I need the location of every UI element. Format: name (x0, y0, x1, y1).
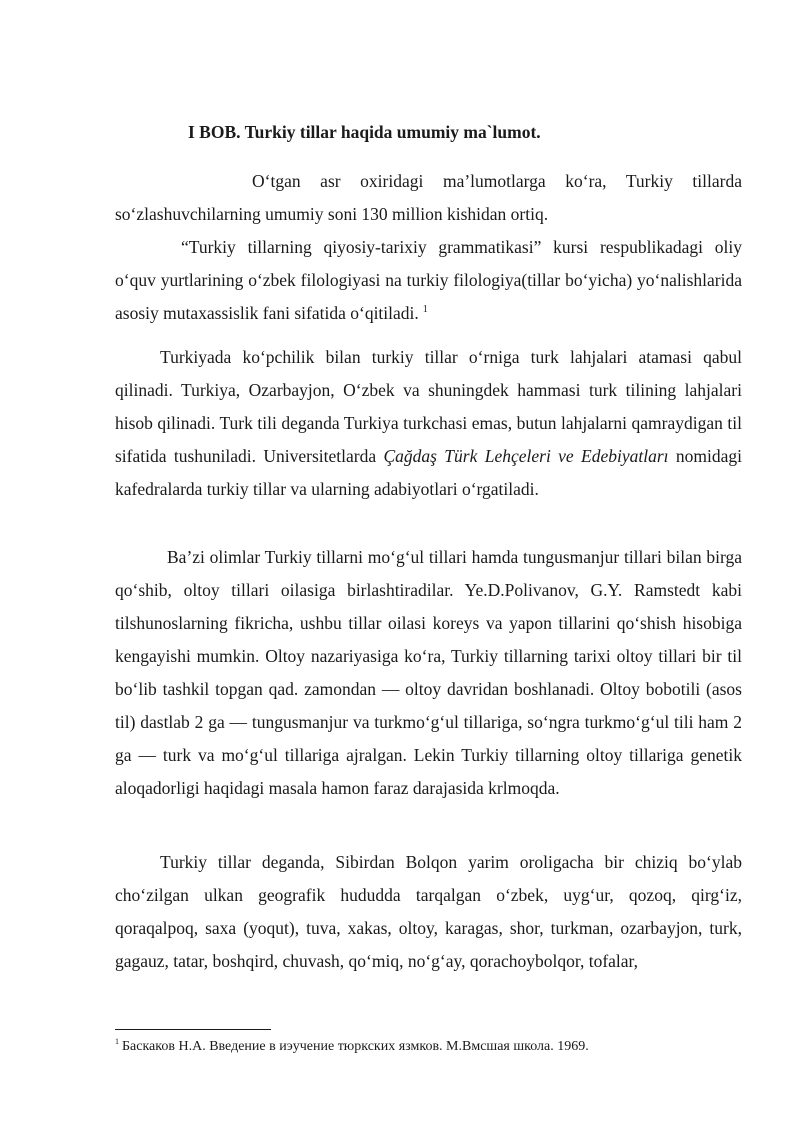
paragraph-altaic-theory: Ba’zi olimlar Turkiy tillarni mo‘g‘ul tillari hamda tungusmanjur tillari bilan birga qo‘shib, oltoy tillari oilasiga birlashtiradilar. Ye.D.Polivanov, G.Y. Ramstedt kabi tilshunoslarning fikricha, ushbu tillar oilasi koreys va yapon tillarini qo‘shish hisobiga kengayishi mumkin. Oltoy nazariyasiga ko‘ra, Turkiy tillarning tarixi oltoy tillari bir til bo‘lib tashkil topgan qad. zamondan — oltoy davridan boshlanadi. Oltoy bobotili (asos til) dastlab 2 ga — tungusmanjur va turkmo‘g‘ul tillariga, so‘ngra turkmo‘g‘ul tili ham 2 ga — turk va mo‘g‘ul tillariga ajralgan. Lekin Turkiy tillarning oltoy tillariga genetik aloqadorligi haqidagi masala hamon faraz darajasida krlmoqda. (115, 547, 742, 798)
paragraph-course-text: “Turkiy tillarning qiyosiy-tarixiy grammatikasi” kursi respublikadagi oliy o‘quv yurtlarining o‘zbek filologiyasi na turkiy filologiya(tillar bo‘yicha) yo‘nalishlarida asosiy mutaxassislik fani sifatida o‘qitiladi. (115, 237, 742, 323)
footnote-mark: 1 (115, 1037, 119, 1047)
paragraph-speakers: O‘tgan asr oxiridagi ma’lumotlarga ko‘ra, Turkiy tillarda so‘zlashuvchilarning umumiy soni 130 million kishidan ortiq. (115, 171, 742, 224)
paragraph-turkey (115, 341, 742, 506)
footnote-text: Баскаков Н.А. Введение в иэучение тюркских язмков. М.Вмсшая школа. 1969. (122, 1039, 589, 1054)
footnote-reference: 1 (422, 304, 428, 316)
footnote (115, 1039, 589, 1055)
department-name-italic: Çağdaş Türk Lehçeleri ve Edebiyatları (383, 446, 669, 466)
footnote-divider (115, 1029, 271, 1030)
paragraph-turkey-text-end: nomidagi kafedralarda turkiy tillar va ularning adabiyotlari o‘rgatiladi. (115, 446, 742, 499)
paragraph-turkey-text-start: Turkiyada ko‘pchilik bilan turkiy tillar o‘rniga turk lahjalari atamasi qabul qilinadi. Turkiya, Ozarbayjon, O‘zbek va shuningdek hammasi turk tilining lahjalari hisob qilinadi. Turk tili deganda Turkiya turkchasi emas, butun lahjalarni qamraydigan til sifatida tushuniladi. Universitetlarda (115, 347, 742, 466)
paragraph-course (115, 231, 742, 330)
paragraph-turkic-languages-list: Turkiy tillar deganda, Sibirdan Bolqon yarim oroligacha bir chiziq bo‘ylab cho‘zilgan ulkan geografik hududda tarqalgan o‘zbek, uyg‘ur, qozoq, qirg‘iz, qoraqalpoq, saxa (yoqut), tuva, xakas, oltoy, karagas, shor, turkman, ozarbayjon, turk, gagauz, tatar, boshqird, chuvash, qo‘miq, no‘g‘ay, qorachoybolqor, tofalar, (115, 852, 742, 971)
chapter-heading: I BOB. Turkiy tillar haqida umumiy ma`lumot. (188, 122, 541, 142)
